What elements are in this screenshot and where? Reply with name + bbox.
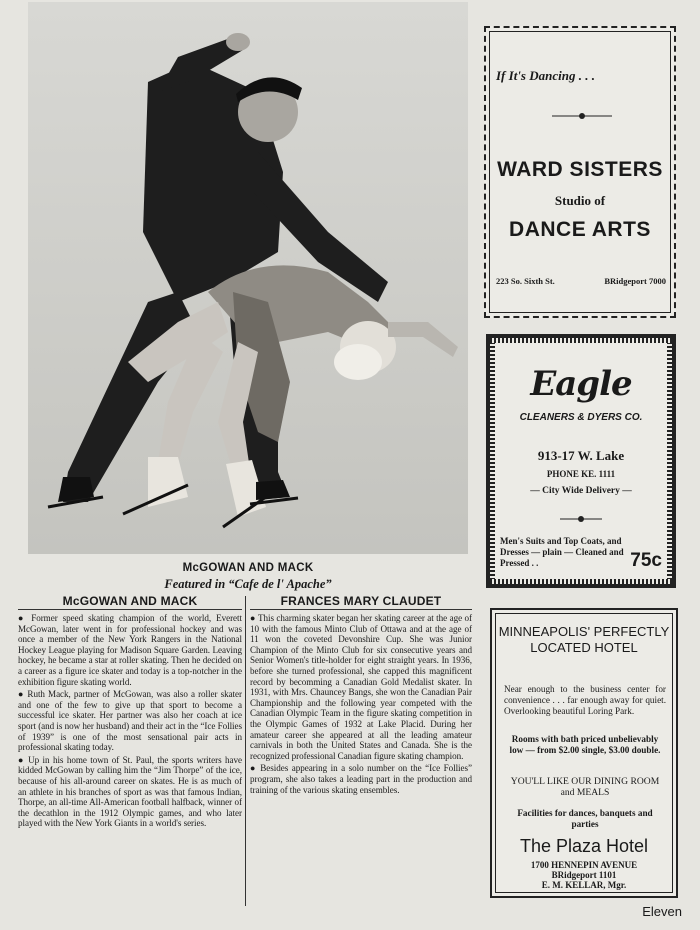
article-paragraph: ● Besides appearing in a solo number on the “Ice Follies” program, she also takes a leading part in the production and training of the various skating ensembles. [250,763,472,795]
eagle-delivery: — City Wide Delivery — [530,486,632,496]
ward-sisters-ad [484,26,676,318]
plaza-headline: MINNEAPOLIS' PERFECTLY LOCATED HOTEL [498,624,670,655]
article-paragraph: ● This charming skater began her skating career at the age of 10 with the famous Minto Club of Ottawa and at the age of 11 won the coveted Devonshire Cup. She was Junior Champion of the Minto Club for six consecutive years and Senior Women's title-holder for eight straight years. In 1936, before she turned professional, she capped this magnificent record by becomming a Canadian Gold Medalist skater. In 1931, with Mrs. Chauncey Bangs, she won the Canadian Pair Championship and the following year competed with the Canadian Olympic Team in the figure skating competition in the Olympic Games of 1932 at Lake Placid. During her amateur career she appeared at all the leading amateur carnivals in both the United States and Canada. She is the recognized professional Canadian figure skating champion. [250,613,472,761]
plaza-location-text: Near enough to the business center for convenience . . . far enough away for quiet. Overlooking beautiful Loring Park. [504,684,666,716]
plaza-name: The Plaza Hotel [519,836,649,856]
plaza-hotel-ad [490,608,678,898]
ward-name: WARD SISTERS [497,158,663,181]
plaza-manager: E. M. KELLAR, Mgr. [541,880,627,890]
article-paragraph: ● Ruth Mack, partner of McGowan, was also a roller skater and one of the few to give up that sport to become a successful ice skater. Her partner was also her coach at ice sport (and is now her husband) and their act in the “Ice Follies of 1939” is one of the most sensational pair acts in professional skating today. [18,689,242,753]
ward-tagline: If It's Dancing . . . [496,68,595,83]
ward-phone: BRidgeport 7000 [604,276,666,286]
plaza-phone: BRidgeport 1101 [551,870,617,880]
eagle-cleaners-ad [486,334,676,588]
eagle-phone: PHONE KE. 1111 [546,469,616,479]
ornament-rule-icon [560,515,602,523]
skating-pair-photo [28,2,468,554]
eagle-service-text: Men's Suits and Top Coats, and Dresses — plain — Cleaned and Pressed . . [500,536,624,568]
ward-arts: DANCE ARTS [509,218,651,241]
article-heading: FRANCES MARY CLAUDET [250,594,472,610]
eagle-address: 913-17 W. Lake [537,448,625,463]
plaza-dining-text: YOU'LL LIKE OUR DINING ROOM and MEALS [510,776,660,798]
page-number: Eleven [642,904,682,919]
plaza-facilities-text: Facilities for dances, banquets and parties [517,808,653,829]
plaza-address-block [492,860,676,890]
eagle-subtitle: CLEANERS & DYERS CO. [519,412,643,423]
article-mcgowan-mack [18,594,242,831]
article-heading: McGOWAN AND MACK [18,594,242,610]
photo-caption-subtitle: Featured in “Cafe de l' Apache” [164,577,332,591]
ward-address: 223 So. Sixth St. [496,276,555,286]
eagle-price: 75c [630,550,662,571]
column-divider [245,596,246,906]
photo-caption-title: McGOWAN AND MACK [182,562,314,574]
plaza-address: 1700 HENNEPIN AVENUE [530,860,638,870]
article-paragraph: ● Up in his home town of St. Paul, the sports writers have kidded McGowan by calling him the “Jim Thorpe” of the ice, because of his all-around career on skates. He is as much of an athlete in his branches of sport as was that famous Indian, Thorpe, an all-time All-American football halfback, winner of the decathlon in the 1912 Olympic games, and who later played with the New York Giants in a world's series. [18,754,242,829]
skating-pair-photo-icon [28,2,468,554]
article-paragraph: ● Former speed skating champion of the world, Everett McGowan, later went in for professional hockey and was once a member of the New York Rangers in the National Hockey League playing for Madison Square Garden. Leaving hockey, he became a star at roller skating. Then he decided on a career as a figure ice skater and today is a top-notcher in the exhibition figure skating world. [18,613,242,687]
plaza-rooms-text: Rooms with bath priced unbelievably low — from $2.00 single, $3.00 double. [509,734,661,755]
ward-studio: Studio of [554,193,606,208]
article-frances-claudet [250,594,472,797]
eagle-logo: Eagle [530,364,632,404]
ornament-rule-icon [552,112,612,120]
